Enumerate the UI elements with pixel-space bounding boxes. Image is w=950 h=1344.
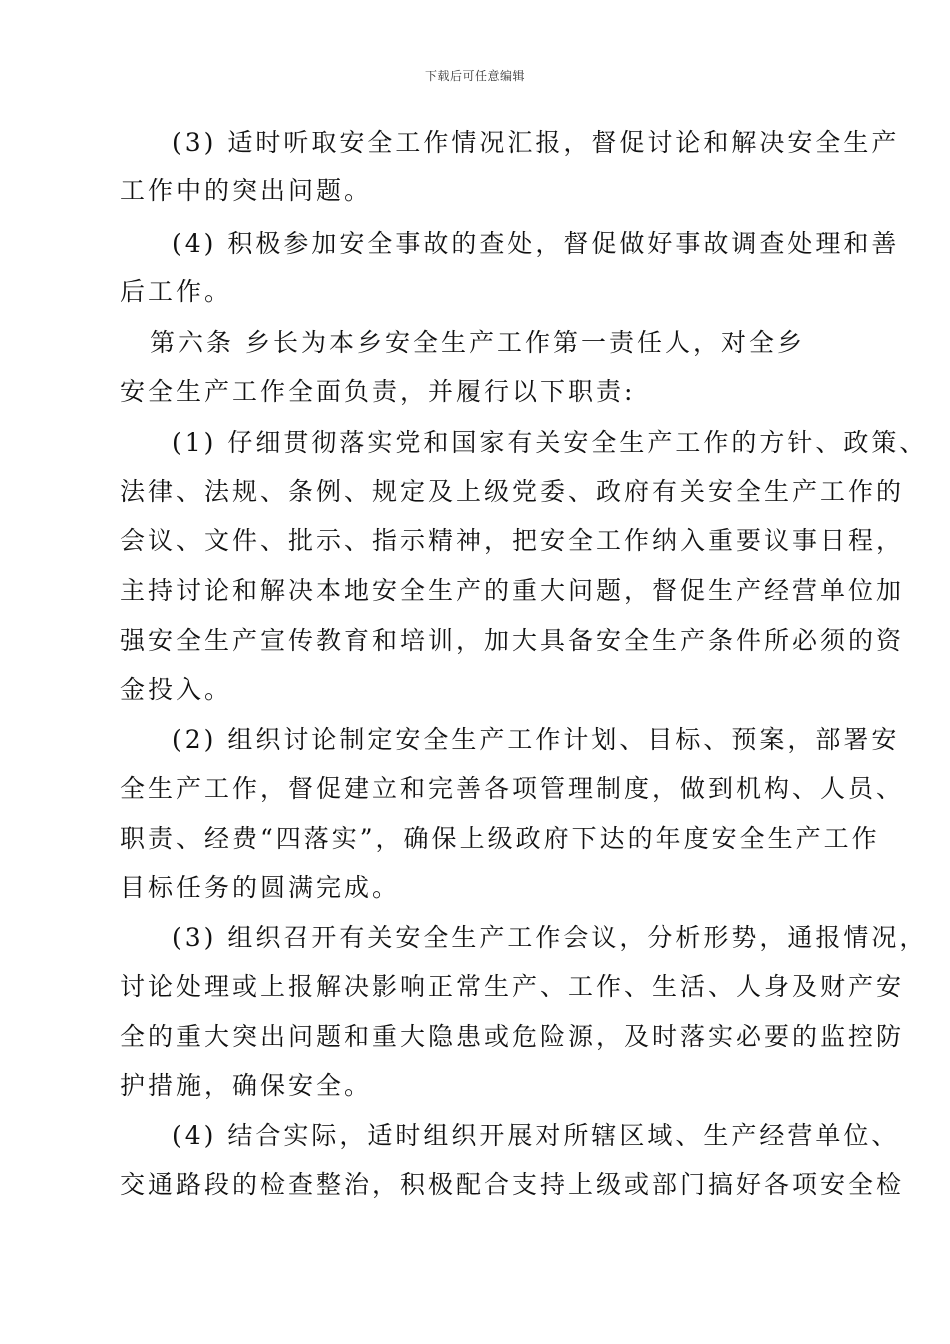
text-line: (1) 仔细贯彻落实党和国家有关安全生产工作的方针、政策、	[172, 428, 928, 457]
text-line: 护措施，确保安全。	[120, 1071, 373, 1100]
text-line: 主持讨论和解决本地安全生产的重大问题，督促生产经营单位加	[120, 576, 905, 605]
text-line: 讨论处理或上报解决影响正常生产、工作、生活、人身及财产安	[120, 972, 905, 1001]
page-header: 下载后可任意编辑	[424, 69, 525, 83]
text-line: 工作中的突出问题。	[120, 176, 373, 205]
text-line: 交通路段的检查整治，积极配合支持上级或部门搞好各项安全检	[120, 1170, 905, 1199]
text-line: (3) 适时听取安全工作情况汇报，督促讨论和解决安全生产	[172, 128, 900, 157]
text-line: (3) 组织召开有关安全生产工作会议，分析形势，通报情况，	[172, 923, 928, 952]
text-line: 强安全生产宣传教育和培训，加大具备安全生产条件所必须的资	[120, 626, 905, 655]
text-line: 全生产工作，督促建立和完善各项管理制度，做到机构、人员、	[120, 774, 905, 803]
text-line: (2) 组织讨论制定安全生产工作计划、目标、预案，部署安	[172, 725, 900, 754]
text-line: 目标任务的圆满完成。	[120, 873, 401, 902]
text-line: 全的重大突出问题和重大隐患或危险源，及时落实必要的监控防	[120, 1022, 905, 1051]
text-line: (4) 积极参加安全事故的查处，督促做好事故调查处理和善	[172, 229, 900, 258]
article-heading: 第六条 乡长为本乡安全生产工作第一责任人，对全乡	[150, 328, 805, 357]
text-line: 后工作。	[120, 277, 233, 306]
text-line: (4) 结合实际，适时组织开展对所辖区域、生产经营单位、	[172, 1121, 900, 1150]
text-line: 会议、文件、批示、指示精神，把安全工作纳入重要议事日程，	[120, 526, 905, 555]
text-line: 金投入。	[120, 675, 233, 704]
text-line: 职责、经费“四落实”，确保上级政府下达的年度安全生产工作	[120, 824, 880, 853]
text-line: 安全生产工作全面负责，并履行以下职责:	[120, 377, 636, 406]
text-line: 法律、法规、条例、规定及上级党委、政府有关安全生产工作的	[120, 477, 905, 506]
